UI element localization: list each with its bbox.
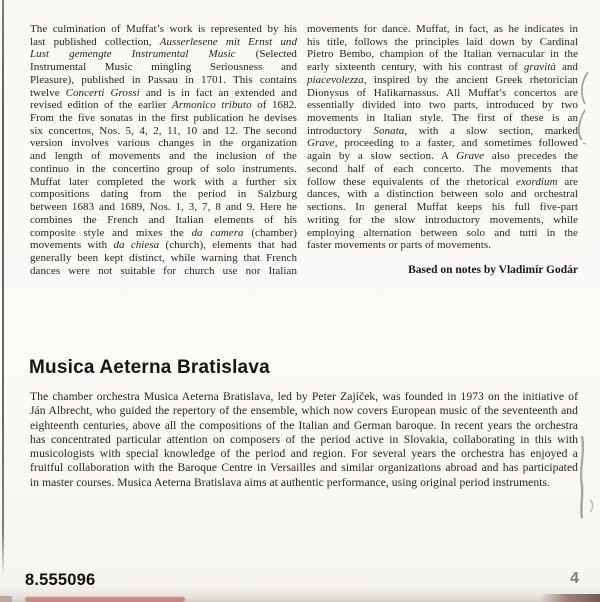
text-line: early sixteenth century, with his contrast of gravità and: [307, 61, 578, 74]
text-line: movements for dance. Muffat, in fact, as he indicates in: [307, 23, 578, 35]
text-line: fruitful collaboration with the Baroque Centre in Versailles and similar organizations abroad and has participated: [30, 461, 578, 475]
text-line: again by a slow section. A Grave also precedes the: [307, 150, 578, 163]
text-line: has concentrated particular attention on composers of the period active in Slovakia, collaborating in this with: [30, 432, 578, 446]
text-line: dances, with a distinction between solo and orchestral: [307, 188, 578, 201]
text-line: essentially divided into two parts, introduced by two: [307, 99, 578, 112]
text-line: faster movements or parts of movements.: [307, 239, 492, 252]
text-line: eighteenth centuries, above all the compositions of the Italian and German baroque. In recent years the orchestra: [30, 418, 578, 432]
text-line: Dionysus of Halikarnassus. All Muffat’s concertos are: [307, 86, 578, 99]
text-line: between 1683 and 1689, Nos. 1, 3, 7, 8 and 9. Here he: [30, 201, 297, 214]
section-heading: Musica Aeterna Bratislava: [29, 357, 270, 378]
notes-column-left: [30, 23, 297, 277]
catalog-number: 8.555096: [25, 571, 96, 589]
text-line: Lust gemengte Instrumental Music (Selected: [30, 48, 297, 61]
text-line: employing alternation between solo and tutti in the: [307, 226, 578, 239]
text-line: second half of each concerto. The movements that: [307, 162, 578, 175]
text-line: Instrumental Music mingling Seriousness and: [30, 61, 297, 74]
text-line: introductory Sonata, with a slow section, marked: [307, 124, 579, 137]
text-line: The culmination of Muffat’s work is represented by his: [30, 23, 297, 35]
notes-column-right: [307, 23, 578, 252]
text-line: piacevolezza, inspired by the ancient Greek rhetorician: [307, 73, 578, 86]
text-line: last published collection, Ausserlesene mit Ernst und: [30, 35, 297, 48]
text-line: The chamber orchestra Musica Aeterna Bratislava, led by Peter Zajíček, was founded in 1973 on the initiative of: [30, 390, 578, 403]
text-line: movements in Italian style. The first of these is an: [307, 112, 578, 125]
byline: Based on notes by Vladimír Godár: [408, 264, 578, 276]
text-line: writing for the slow introductory movements, while: [307, 213, 578, 226]
text-line: musicologists with special knowledge of the period and region. For several years the orchestra has enjoyed a: [30, 447, 578, 461]
text-line: compositions dating from the period in Salzburg: [30, 188, 297, 201]
scan-left-edge-line: [2, 0, 4, 578]
text-line: Pleasure), published in Passau in 1701. This contains: [30, 73, 297, 86]
text-line: combines the French and Italian elements of his: [30, 213, 297, 226]
scan-bottom-right-corner: [540, 594, 600, 602]
text-line: dances were not suitable for church use nor Italian: [30, 264, 297, 277]
scan-bottom-left-corner: [0, 596, 12, 602]
binding-speck-icon: [586, 498, 598, 514]
scan-bottom-pink-strip: [25, 597, 185, 602]
text-line: follow these equivalents of the rhetorical exordium are: [307, 175, 578, 188]
page-number: 4: [570, 570, 579, 587]
text-line: Ján Albrecht, who guided the repertory of the ensemble, which now covers European music of the seventeenth and: [30, 404, 578, 418]
text-line: generally been kept distinct, while warning that French: [30, 251, 297, 264]
text-line: in master courses. Musica Aeterna Bratislava aims at authentic performance, using original period instruments.: [30, 475, 550, 489]
text-line: and length of movements and the inclusion of the: [30, 150, 297, 163]
text-line: his title, follows the principles laid down by Cardinal: [307, 35, 578, 48]
text-line: revised edition of the earlier Armonico tributo of 1682.: [30, 99, 297, 112]
text-line: Pietro Bembo, champion of the Italian vernacular in the: [307, 48, 578, 61]
text-line: composite style and mixes the da camera (chamber): [30, 226, 297, 239]
text-line: From the five sonatas in the first publication he devises: [30, 112, 297, 125]
text-line: twelve Concerti Grossi and is in fact an extended and: [30, 86, 297, 99]
text-line: Grave, proceeding to a faster, and sometimes followed: [307, 137, 578, 150]
text-line: Muffat later completed the work with a further six: [30, 175, 297, 188]
text-line: six concertos, Nos. 5, 4, 2, 11, 10 and 12. The second: [30, 124, 297, 137]
text-line: sections. In general Muffat keeps his full five-part: [307, 201, 578, 214]
text-line: movements with da chiesa (church), elements that had: [30, 239, 297, 252]
text-line: continuo in the concertino group of solo instruments.: [30, 162, 297, 175]
ensemble-bio-paragraph: [30, 390, 578, 490]
text-line: version involves various changes in the organization: [30, 137, 297, 150]
